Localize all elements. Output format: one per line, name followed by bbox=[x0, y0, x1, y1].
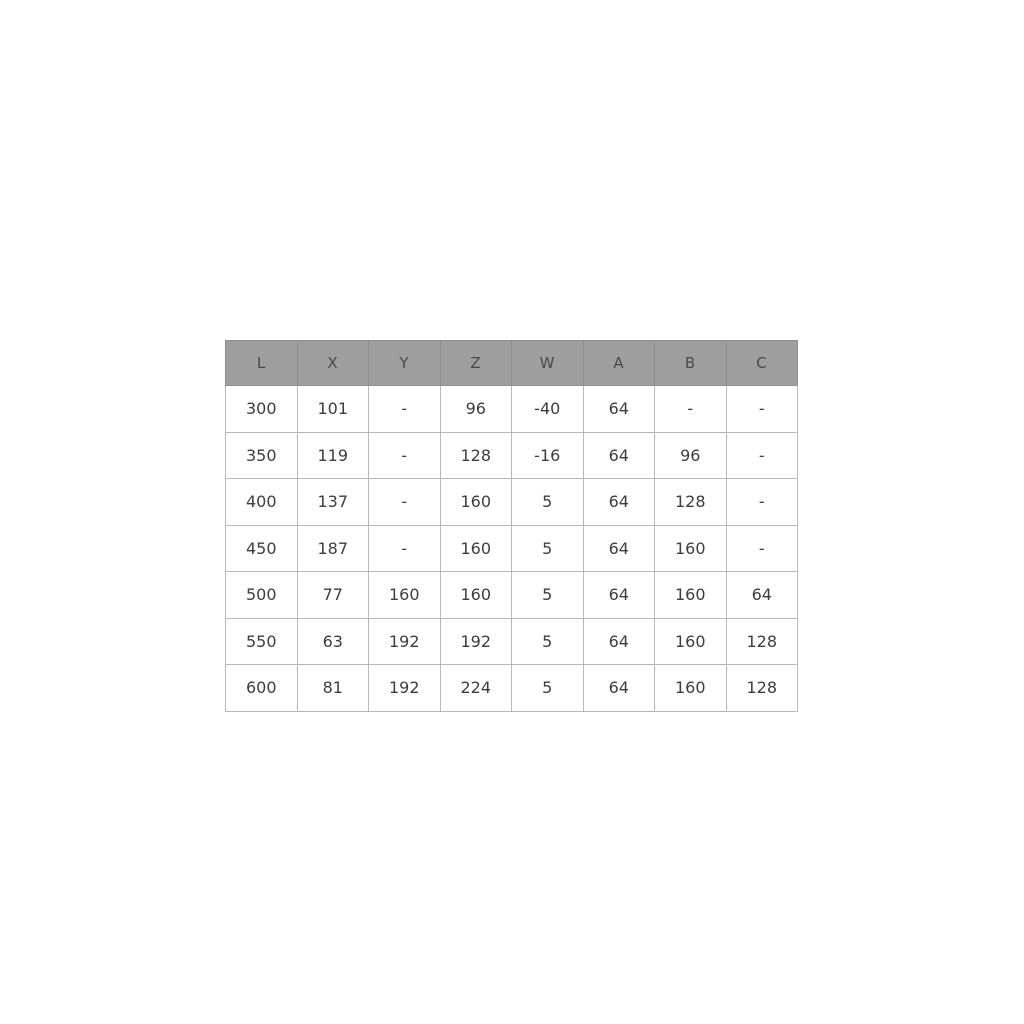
table-cell: 128 bbox=[726, 665, 798, 712]
table-cell: - bbox=[369, 479, 441, 526]
table-cell: -40 bbox=[512, 386, 584, 433]
column-header-c: C bbox=[726, 341, 798, 386]
column-header-y: Y bbox=[369, 341, 441, 386]
table-cell: 600 bbox=[226, 665, 298, 712]
column-header-x: X bbox=[297, 341, 369, 386]
table-cell: - bbox=[369, 525, 441, 572]
table-cell: 81 bbox=[297, 665, 369, 712]
table-cell: 160 bbox=[440, 479, 512, 526]
table-cell: 64 bbox=[583, 386, 655, 433]
table-cell: 400 bbox=[226, 479, 298, 526]
table-cell: 192 bbox=[440, 618, 512, 665]
column-header-w: W bbox=[512, 341, 584, 386]
table-header-row bbox=[226, 341, 798, 386]
table-cell: 192 bbox=[369, 618, 441, 665]
table-cell: 96 bbox=[655, 432, 727, 479]
table-cell: 300 bbox=[226, 386, 298, 433]
table-cell: 5 bbox=[512, 618, 584, 665]
table-row bbox=[226, 432, 798, 479]
table-row bbox=[226, 479, 798, 526]
table-cell: 5 bbox=[512, 479, 584, 526]
table-cell: 64 bbox=[583, 618, 655, 665]
table-cell: -16 bbox=[512, 432, 584, 479]
table-cell: 64 bbox=[583, 572, 655, 619]
column-header-z: Z bbox=[440, 341, 512, 386]
table-cell: - bbox=[726, 525, 798, 572]
table-cell: 160 bbox=[440, 525, 512, 572]
table-cell: 160 bbox=[655, 525, 727, 572]
table-cell: - bbox=[655, 386, 727, 433]
table-cell: - bbox=[726, 479, 798, 526]
table-cell: 137 bbox=[297, 479, 369, 526]
table-row bbox=[226, 618, 798, 665]
column-header-a: A bbox=[583, 341, 655, 386]
table-cell: 128 bbox=[440, 432, 512, 479]
table-row bbox=[226, 572, 798, 619]
table-cell: 101 bbox=[297, 386, 369, 433]
table-cell: 160 bbox=[655, 665, 727, 712]
table-row bbox=[226, 386, 798, 433]
table-row bbox=[226, 525, 798, 572]
table-cell: 224 bbox=[440, 665, 512, 712]
table-cell: 160 bbox=[655, 618, 727, 665]
table-cell: - bbox=[726, 386, 798, 433]
table-cell: 192 bbox=[369, 665, 441, 712]
table-cell: 5 bbox=[512, 572, 584, 619]
table-body bbox=[226, 386, 798, 712]
column-header-b: B bbox=[655, 341, 727, 386]
table-cell: 64 bbox=[583, 665, 655, 712]
table-cell: 119 bbox=[297, 432, 369, 479]
dimension-table-container bbox=[225, 340, 798, 712]
table-cell: 550 bbox=[226, 618, 298, 665]
table-cell: - bbox=[369, 432, 441, 479]
table-cell: 63 bbox=[297, 618, 369, 665]
table-cell: 64 bbox=[726, 572, 798, 619]
table-cell: 64 bbox=[583, 525, 655, 572]
table-cell: 128 bbox=[655, 479, 727, 526]
table-cell: - bbox=[726, 432, 798, 479]
table-cell: 450 bbox=[226, 525, 298, 572]
table-cell: 500 bbox=[226, 572, 298, 619]
table-cell: - bbox=[369, 386, 441, 433]
column-header-l: L bbox=[226, 341, 298, 386]
table-cell: 64 bbox=[583, 479, 655, 526]
table-cell: 187 bbox=[297, 525, 369, 572]
dimension-table bbox=[225, 340, 798, 712]
table-cell: 96 bbox=[440, 386, 512, 433]
table-header bbox=[226, 341, 798, 386]
table-cell: 5 bbox=[512, 665, 584, 712]
table-cell: 64 bbox=[583, 432, 655, 479]
table-cell: 160 bbox=[369, 572, 441, 619]
table-cell: 160 bbox=[440, 572, 512, 619]
table-cell: 77 bbox=[297, 572, 369, 619]
table-cell: 5 bbox=[512, 525, 584, 572]
table-cell: 160 bbox=[655, 572, 727, 619]
table-cell: 128 bbox=[726, 618, 798, 665]
table-row bbox=[226, 665, 798, 712]
table-cell: 350 bbox=[226, 432, 298, 479]
